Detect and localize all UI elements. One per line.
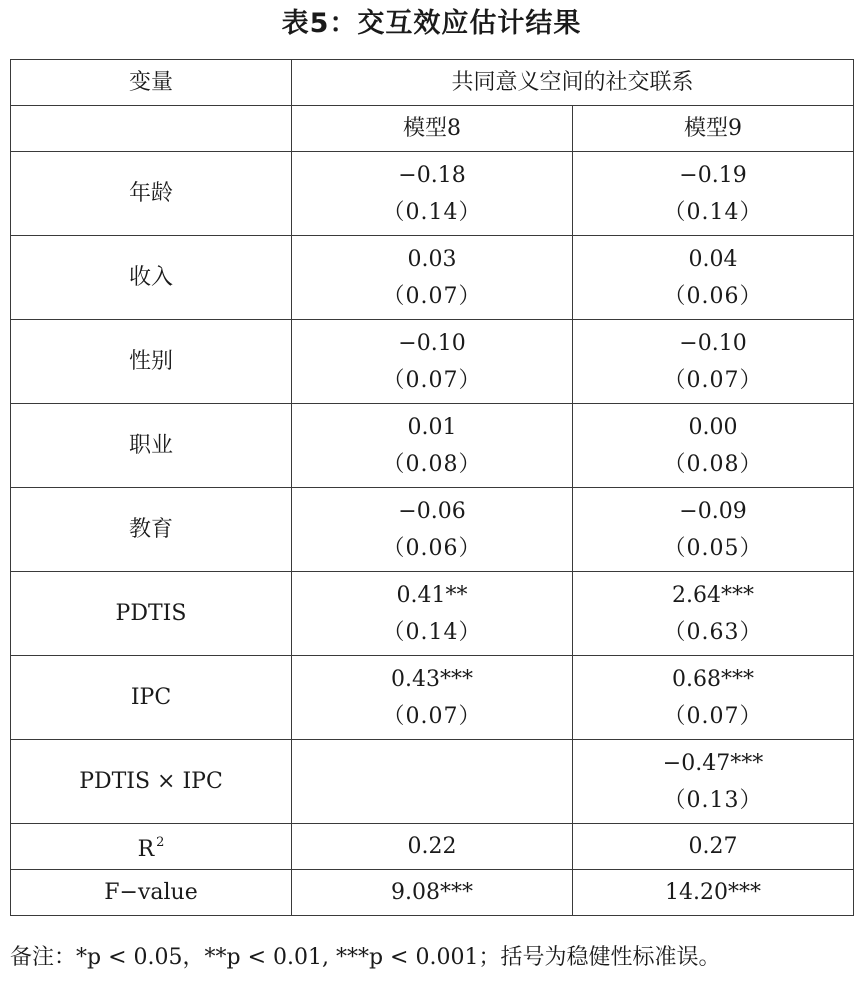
variable-cell: 性别 bbox=[11, 320, 292, 404]
coefficient: 0.41** bbox=[396, 582, 468, 608]
coefficient: 0.43*** bbox=[391, 666, 473, 692]
standard-error: （0.07） bbox=[663, 703, 763, 729]
f-value-row bbox=[11, 870, 854, 916]
model9-cell bbox=[573, 740, 854, 824]
variable-cell: 年龄 bbox=[11, 152, 292, 236]
standard-error: （0.13） bbox=[663, 787, 763, 813]
model8-cell bbox=[292, 320, 573, 404]
table-footnote: 备注：*p < 0.05，**p < 0.01, ***p < 0.001；括号为稳健性标准误。 bbox=[10, 945, 721, 970]
model8-cell bbox=[292, 740, 573, 824]
coefficient: −0.19 bbox=[679, 162, 747, 188]
variable-header: 变量 bbox=[11, 60, 292, 106]
table-row bbox=[11, 740, 854, 824]
model8-cell bbox=[292, 488, 573, 572]
standard-error: （0.07） bbox=[663, 367, 763, 393]
standard-error: （0.08） bbox=[663, 451, 763, 477]
results-table bbox=[10, 59, 854, 916]
model8-cell bbox=[292, 572, 573, 656]
coefficient: 0.03 bbox=[407, 246, 457, 272]
model9-cell bbox=[573, 320, 854, 404]
group-header: 共同意义空间的社交联系 bbox=[292, 60, 854, 106]
header-row-group bbox=[11, 60, 854, 106]
coefficient: −0.10 bbox=[679, 330, 747, 356]
table-row bbox=[11, 152, 854, 236]
coefficient: −0.47*** bbox=[662, 750, 764, 776]
model8-cell bbox=[292, 656, 573, 740]
model9-cell bbox=[573, 152, 854, 236]
model8-header: 模型8 bbox=[292, 106, 573, 152]
f-value-label: F−value bbox=[11, 870, 292, 916]
table-title: 表5：交互效应估计结果 bbox=[281, 8, 582, 39]
standard-error: （0.06） bbox=[663, 283, 763, 309]
variable-cell: 收入 bbox=[11, 236, 292, 320]
standard-error: （0.07） bbox=[382, 703, 482, 729]
empty-header-cell bbox=[11, 106, 292, 152]
r-squared-superscript: 2 bbox=[156, 835, 165, 850]
table-row bbox=[11, 320, 854, 404]
r-squared-letter: R bbox=[137, 837, 155, 862]
model8-cell bbox=[292, 152, 573, 236]
table-row bbox=[11, 488, 854, 572]
standard-error: （0.07） bbox=[382, 367, 482, 393]
r-squared-label bbox=[11, 824, 292, 870]
coefficient: −0.06 bbox=[398, 498, 466, 524]
table-row bbox=[11, 572, 854, 656]
standard-error: （0.63） bbox=[663, 619, 763, 645]
variable-cell: IPC bbox=[11, 656, 292, 740]
coefficient: 0.01 bbox=[407, 414, 457, 440]
model9-cell bbox=[573, 404, 854, 488]
model9-cell bbox=[573, 572, 854, 656]
model8-cell bbox=[292, 404, 573, 488]
header-row-models bbox=[11, 106, 854, 152]
standard-error: （0.14） bbox=[663, 199, 763, 225]
coefficient: −0.09 bbox=[679, 498, 747, 524]
coefficient: 0.04 bbox=[688, 246, 738, 272]
coefficient: 0.00 bbox=[688, 414, 738, 440]
variable-cell: 教育 bbox=[11, 488, 292, 572]
variable-cell: PDTIS bbox=[11, 572, 292, 656]
variable-cell: 职业 bbox=[11, 404, 292, 488]
table-row bbox=[11, 656, 854, 740]
standard-error: （0.14） bbox=[382, 199, 482, 225]
model8-f-value: 9.08*** bbox=[292, 870, 573, 916]
model8-r-squared: 0.22 bbox=[292, 824, 573, 870]
model9-r-squared: 0.27 bbox=[573, 824, 854, 870]
standard-error: （0.05） bbox=[663, 535, 763, 561]
table-row bbox=[11, 404, 854, 488]
model9-header: 模型9 bbox=[573, 106, 854, 152]
variable-cell: PDTIS × IPC bbox=[11, 740, 292, 824]
model9-cell bbox=[573, 488, 854, 572]
model9-f-value: 14.20*** bbox=[573, 870, 854, 916]
coefficient: −0.18 bbox=[398, 162, 466, 188]
coefficient: −0.10 bbox=[398, 330, 466, 356]
table-row bbox=[11, 236, 854, 320]
model9-cell bbox=[573, 656, 854, 740]
standard-error: （0.14） bbox=[382, 619, 482, 645]
standard-error: （0.08） bbox=[382, 451, 482, 477]
coefficient: 0.68*** bbox=[672, 666, 754, 692]
model9-cell bbox=[573, 236, 854, 320]
standard-error: （0.06） bbox=[382, 535, 482, 561]
r-squared-row bbox=[11, 824, 854, 870]
model8-cell bbox=[292, 236, 573, 320]
standard-error: （0.07） bbox=[382, 283, 482, 309]
coefficient: 2.64*** bbox=[672, 582, 754, 608]
